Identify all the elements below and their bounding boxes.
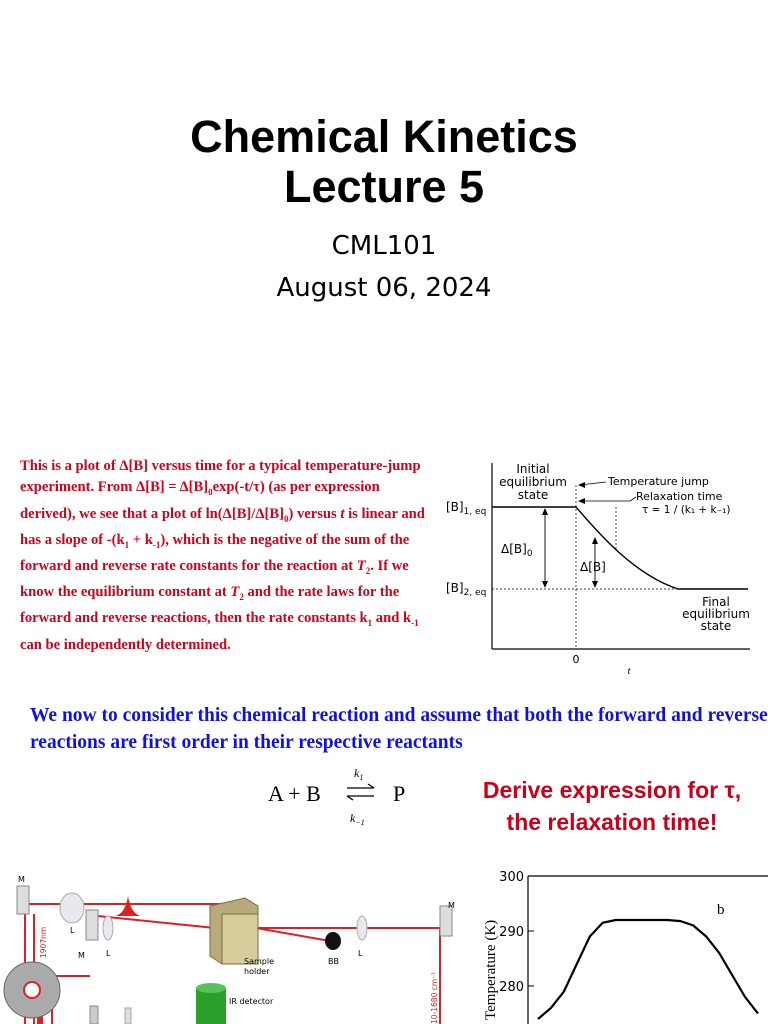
initial-state-label: [499, 462, 567, 502]
label-equilibrium: equilibrium: [499, 475, 567, 489]
x-zero-tick: 0: [572, 653, 580, 666]
label-final: Final: [702, 595, 730, 609]
subscript: -1: [152, 539, 161, 550]
label-sample: Sample: [244, 957, 274, 966]
k-reverse-label: $k_{-1}$: [350, 811, 365, 827]
equilibrium-arrows-icon: [347, 784, 374, 800]
delta-b-label: Δ[B]: [580, 560, 606, 574]
title-line-1: Chemical Kinetics: [190, 111, 578, 162]
b1eq-label: $[B]_{1, eq}$: [446, 500, 487, 517]
mirror-right-icon: [440, 906, 452, 936]
text: [B] versus time for a typical temperature-jump experiment. From: [20, 458, 421, 496]
text: [B]/: [231, 505, 256, 522]
y-ticks: [499, 870, 534, 995]
text: + k: [129, 531, 153, 548]
reactants: A + B: [268, 781, 321, 806]
reaction-equation: [262, 760, 422, 836]
label-state: state: [517, 488, 549, 502]
y-tick-label: 280: [499, 980, 524, 995]
temperature-jump-label: Temperature jump: [608, 475, 709, 488]
lens-left-icon: [60, 893, 84, 923]
reaction-statement: We now to consider this chemical reaction and assume that both the forward and reverse reactions are first order in their respective reactants: [30, 705, 768, 753]
text: ), which is the negative of the sum of the forward and reverse rate constants for the reaction at: [20, 531, 410, 574]
lecture-date: August 06, 2024: [276, 273, 492, 303]
text: is linear and has a slope of -(k: [20, 505, 425, 548]
subscript: 2: [365, 565, 371, 576]
tjump-setup-schematic: [0, 866, 470, 1024]
label-wavelength: 1907nm: [39, 926, 48, 958]
tjump-relaxation-diagram: [440, 455, 760, 683]
y-tick-label: 300: [499, 870, 524, 885]
relaxation-curve: [576, 507, 748, 589]
delta-symbol: Δ: [222, 505, 232, 522]
y-tick-label: 290: [499, 925, 524, 940]
relaxation-time-label: Relaxation time: [636, 490, 723, 503]
tau-formula: τ = 1 / (k₁ + k₋₁): [642, 504, 731, 516]
label-m: M: [78, 951, 85, 960]
tjump-description: [20, 456, 432, 656]
subscript: 0: [208, 487, 213, 498]
arrowhead: [592, 537, 598, 544]
course-code: CML101: [331, 231, 437, 261]
text: exp(-t/: [212, 479, 254, 496]
lens-left-2-icon: [103, 916, 113, 940]
delta-b0-label: $\Delta[B]_0$: [501, 542, 533, 559]
b2eq-label: $[B]_{2, eq}$: [446, 581, 487, 598]
title-line-2: Lecture 5: [283, 161, 485, 212]
k-forward-label: $k_1$: [354, 766, 364, 782]
final-state-label: [682, 595, 750, 633]
italic-T: T: [356, 557, 366, 574]
label-state: state: [700, 619, 732, 633]
label-bb: BB: [328, 957, 339, 966]
derive-line-1: Derive expression for τ,: [482, 777, 742, 803]
page-title: [0, 112, 768, 212]
subscript: -1: [411, 618, 419, 629]
subscript: 1: [124, 539, 130, 550]
arrowhead: [592, 581, 598, 588]
course-info: [0, 228, 768, 306]
delta-symbol: Δ: [119, 458, 129, 474]
arrowhead: [542, 581, 548, 588]
derive-prompt: [452, 774, 768, 838]
subscript: 2: [239, 592, 244, 603]
laser-pulse-icon: [115, 896, 141, 916]
text: This is a plot of: [20, 458, 120, 474]
arrowhead: [578, 498, 585, 504]
x-axis-label: t: [627, 665, 631, 677]
text: and the rate laws for the forward and reverse reactions, then the rate constants k: [20, 584, 400, 627]
italic-T: T: [230, 584, 240, 601]
delta-symbol: Δ: [255, 505, 265, 522]
label-equilibrium: equilibrium: [682, 607, 750, 621]
label-holder: holder: [244, 967, 270, 976]
derive-line-2: the relaxation time!: [506, 809, 718, 835]
product: P: [393, 781, 406, 806]
text: and k: [372, 610, 412, 627]
text: [B] =: [145, 479, 180, 496]
delta-symbol: Δ: [179, 479, 189, 496]
arrowhead: [578, 482, 585, 488]
beam-block-icon: [325, 932, 341, 950]
subscript: 1: [367, 618, 373, 629]
ir-detector-icon: [196, 988, 226, 1024]
label-l: L: [106, 949, 111, 958]
panel-label: b: [717, 902, 725, 918]
mirror-top-left-icon: [17, 886, 29, 914]
text: [B]: [264, 505, 284, 522]
label-m: M: [448, 901, 455, 910]
label-m: M: [18, 875, 25, 884]
mirror-left-icon: [86, 910, 98, 940]
text: . If we know the equilibrium constant at: [20, 557, 409, 601]
temperature-series-line: [538, 920, 758, 1019]
delta-symbol: Δ: [136, 479, 146, 496]
label-l: L: [70, 926, 75, 935]
text: [B]: [188, 479, 209, 496]
text: can be independently determined.: [20, 636, 231, 653]
text: ) (as per expression derived), we see that a plot of ln(: [20, 479, 380, 522]
tau-symbol: τ: [253, 479, 260, 496]
text: ) versus: [288, 505, 341, 522]
y-axis-label: Temperature (K): [483, 919, 499, 1020]
lens-right-icon: [357, 916, 367, 940]
label-ir-detector: IR detector: [229, 997, 274, 1006]
italic-t: t: [340, 505, 345, 522]
label-ir-range: 10-1680 cm⁻¹: [430, 971, 439, 1024]
subscript: 0: [283, 513, 289, 524]
temperature-plot: [478, 866, 768, 1024]
label-l: L: [358, 949, 363, 958]
arrowhead: [542, 508, 548, 515]
label-initial: Initial: [516, 462, 550, 476]
